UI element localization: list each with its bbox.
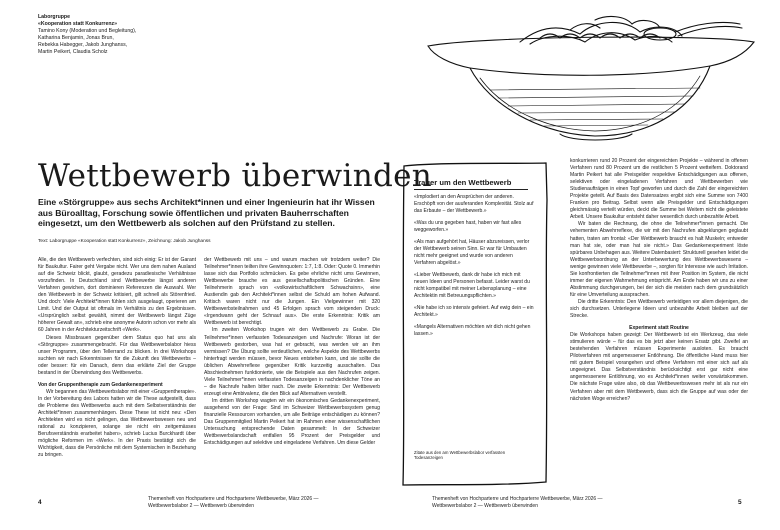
- sidebar-title: Trauer um den Wettbewerb: [414, 178, 512, 187]
- text-column-2: [204, 257, 380, 447]
- group-name: «Kooperation statt Konkurrenz»: [38, 21, 117, 28]
- paragraph: Dieses Missbrauen gegenüber dem Status quo hat uns als «Störgruppe» zusammengebracht. Für das Wettbewerbslabor hiess unser Programm, über den Tellerrand zu blicken. In drei Workshops suchten wir nach Erkenntnissen für die Zukunft des Wettbewerbs – oder besser: für ein Danach, denn das erklärte Ziel der Gruppe bestand in der Überwindung des Wettbewerbs.: [38, 334, 196, 376]
- quote: «Was du uns gegeben hast, haben wir fast alles weggeworfen.»: [414, 220, 522, 233]
- paragraph: Wir baten die Rechnung, die ohne die Teilnehmer*innen gemacht. Die vehementen Abwehrreflexe, die wir mit den Nachrufen abgeklungen geglaubt hatten, traten am frontal: «Der Wettbewerb braucht es halt Muskeln; entweder man hat sie, oder man hat sie nicht.» Das Gedankenexperiment löste spürbares Unbehagen aus. Weitere Datenbasiert: Strukturell gesehen leidet die Wettbewerbsordnung an der Unterbewertung des Wettbewerbswesens – wenige gewinnen viele Wettbewerbe –, sorgten für Interesse wie auch Irritation. Sie konfrontierten die Teilnehmer*innen mit ihrer Position im System, die nicht immer der eigenen Wahrnehmung entspricht. Am Ende haben wir uns zu einer Abstimmung durchgerungen, bei der sich die meisten nach dem grundsätzlich für eine Umverteilung aussprachen.: [570, 221, 748, 298]
- paragraph: Alle, die den Wettbewerb verfechten, sind sich einig: Er ist der Garant für Baukultur. Fairer geht Vergabe nicht. Wer uns dem nahen Ausland auf die Schweiz blickt, glaubt, geradezu paradiesische Verhältnisse vorzufinden. In Deutschland sind Wettbewerbe längst anderen Verfahren gewichen, dort dominieren Referenzen die Auswahl. Wer den Wettbewerb in der Schweiz kritisiert, gilt schnell als Störenfried. Und doch: Viele Architekt*innen fühlen sich ausgelaugt, operieren am Limit. Und der Output ist oftmals im Verhältnis zu den Ergebnissen. «Ursprünglich selbst gewählt, nimmt der Wettbewerb längst Züge höherer Gewalt an», schrieb eine anonyme Autorin schon vor mehr als 60 Jahren in der Architekturzeitschrift «Werk».: [38, 257, 196, 334]
- sidebar-footnote: Zitate aus den am Wettbewerbslabor verfassten Todesanzeigen: [414, 450, 506, 461]
- paragraph: Die dritte Erkenntnis: Den Wettbewerb verteidigen vor allem diejenigen, die sich durchsetzen. Unterlegene Ideen und unbezahlte Arbeit bleiben auf der Strecke.: [570, 298, 748, 320]
- footer-left: [148, 496, 348, 510]
- article-byline: Text: Laborgruppe «Kooperation statt Konkurrenz», Zeichnung: Jakob Junghanss: [38, 239, 211, 244]
- quote: «Als man aufgehört hat, Häuser abzureissen, verlor der Wettbewerb seinen Sinn. Er war für Umbauten nicht mehr geeignet und wurde von anderen Verfahren abgelöst.»: [414, 239, 530, 266]
- member-line: Rebekka Habegger, Jakob Junghanss,: [38, 42, 128, 49]
- member-line: Martin Peikert, Claudia Scholz: [38, 49, 108, 56]
- paragraph: der Wettbewerb mit uns – und warum machen wir trotzdem weiter? Die Teilnehmer*innen teilten ihre Gewinnquoten: 1:7, 1:8. Oder: Quote 0. Immerhin lasse sich das Portfolio schmücken. Es gebe ehrliche nicht ums Gewinnen, Wettbewerbe brauche es aus gesellschaftspolitischen Gründen. Eine Teilnehmerin sprach von «volkswirtschaftlichem Schwachsinn», eine Austiendin gab den Architekt*innen selbst die Schuld am hohen Aufwand. Kritisch waren nicht nur die Jungen. Ein Vielgewinner mit 320 Wettbewerbsteilnahmen und 45 Erfolgen sprach vom steigenden Druck: «Irgendwann geht der Schnauf aus». Die erste Erkenntnis: Kritik am Wettbewerb ist berechtigt.: [204, 257, 380, 327]
- sidebar-box: [400, 160, 550, 530]
- paragraph: Die Workshops haben gezeigt: Der Wettbewerb ist ein Werkzeug, das viele stimulieren würde – für das es bis jetzt aber keinen Ersatz gibt. Zweifel an bestehenden Verfahren müssen Experimente ausloten. Es braucht Pilotverfahren mit angemessener Entlöhnung. Die öffentliche Hand muss hier mit gutem Beispiel vorangehen und offene Verfahren mit einer sich auf als ungeeignet. Das Selbstverständnis berücksichtigt erst gar nicht eine angemessenere Entlöhnung, wo es Architekt*innen weiter vorwärtskommen. Die nächste Frage wäre also, ob das Wettbewerbswesen mehr ist als nur ein Verfahren aber mit dem Wettbewerb, dass sich die Gruppe auf was oder der nächsten Woge erreichen?: [570, 332, 748, 402]
- page-number-left: 4: [38, 499, 42, 506]
- member-line: Tamino Kony (Moderation und Begleitung),: [38, 28, 137, 35]
- bowl-illustration: [420, 6, 760, 156]
- sidebar-rule: [414, 189, 528, 190]
- group-label: Laborgruppe: [38, 14, 70, 20]
- subheading: Experiment statt Routine: [629, 325, 689, 332]
- bowl-drawing-icon: [420, 6, 760, 156]
- footer-line: Themenheft von Hochparterre und Hochparterre Wettbewerbe, März 2026 —: [148, 496, 319, 502]
- footer-line: Wettbewerbslabor 2 — Wettbewerb überwinden: [148, 503, 254, 509]
- text-column-3: [570, 158, 748, 403]
- paragraph: Im zweiten Workshop trugen wir den Wettbewerb zu Grabe. Die Teilnehmer*innen verfassten Todesanzeigen und Nachrufe: Woran ist der Wettbewerb gestorben, was hat er gebracht, was werden wir an ihm vermissen? Die Übung sollte verdeutlichen, welche Aspekte des Wettbewerbs hinterfragt werden müssen, bevor Neues entstehen kann, und sie sollte die üblichen Abwehrreflexe gegenüber Kritik kurzzeitig ausschalten. Das Abschiednehmen funktionierte, wie die Beispiele aus den Nachrufen zeigen. Viele Teilnehmer*innen verfassten Todesanzeigen in nachdenklicher Töne an – die Nachrufe halten bitter nach. Die zweite Erkenntnis: Der Wettbewerb erzeugt eine Ambivalenz, die den Blick auf Alternativen verstellt.: [204, 327, 380, 397]
- footer-right: [432, 496, 632, 510]
- member-line: Katharina Benjamin, Jonas Brun,: [38, 35, 114, 42]
- footer-line: Wettbewerbslabor 2 — Wettbewerb überwinden: [432, 503, 538, 509]
- quote: «Mangels Alternativen möchten wir dich nicht gehen lassen.»: [414, 324, 531, 337]
- paragraph: Wir begannen das Wettbewerbslabor mit einer «Gruppentherapie». In der Vorbereitung des Labors hatten wir die These aufgestellt, dass die Probleme des Wettbewerbs auch mit dem Selbstverständnis der Architekt*innen zusammenhängen. Diese These ist nicht neu: «Den Architekten wird es nicht gelingen, das Wettbewerbswesen neu und rational zu konzipieren, solange sie nicht ein zeitgemässes Berufsverständnis erarbeitet haben», schrieb Lucius Burckhardt über mögliche Reformen im «Werk». In der Praxis bestätigt sich die Wichtigkeit, dass die Persönliche mit dem Systemischen in Beziehung zu bringen.: [38, 388, 196, 459]
- page-number-right: 5: [738, 499, 742, 506]
- footer-line: Themenheft von Hochparterre und Hochparterre Wettbewerbe, März 2026 —: [432, 496, 603, 502]
- text-column-1: [38, 257, 196, 459]
- credits-block: [38, 14, 238, 57]
- subheading: Von der Gruppentherapie zum Gedankenexperiment: [38, 381, 163, 388]
- quote: «Lieber Wettbewerb, dank dir habe ich mich mit neuen Ideen und Personen befasst. Leider warst du nicht kompatibel mit meiner Lebensplanung – eine Architektin mit Betreuungspflichten.»: [414, 272, 530, 299]
- article-title: Wettbewerb überwinden: [38, 158, 433, 194]
- paragraph: konkurrieren rund 20 Prozent der eingereichten Projekte – während in offenen Verfahren rund 80 Prozent um die restlichen 5 Prozent wetteifern. Doktorand Martin Peikert hat alle Preisgelder respektive Entschädigungen aus offenen, selektiven oder eingeladenen Verfahren und Wettbewerben wie Studienaufträgen in einen Topf geworfen und durch die Zahl der eingereichten Projekte geteilt. Auf Basis des Datensatzes ergibt sich eine Summe von 7400 Franken pro Beitrag. Selbst wenn alle Preisgelder und Entschädigungen gleichmässig verteilt würden, deckt die Summe bei Weitem nicht die geleistete Arbeit. Unsere Baukultur entsteht daher wesentlich durch unbezahlte Arbeit.: [570, 158, 748, 221]
- quote: «Nie habe ich so intensiv gefeiert. Auf ewig dein – ein Architekt.»: [414, 305, 534, 318]
- quote: «Implodiert an den Ansprüchen der anderen. Erschöpft von der auuferanden Komplexität. Stolz auf das Erbaute – der Wettbewerb.»: [414, 194, 534, 214]
- sidebar-quotes: [414, 194, 534, 343]
- paragraph: Im dritten Workshop wagten wir ein ökonomisches Gedankenexperiment, ausgehend von der Frage: Sind im Schweizer Wettbewerbssystem genug finanzielle Ressourcen vorhanden, um alle Beiträge entschädigen zu können? Das Gruppenmitglied Martin Peikert hat im Rahmen einer wissenschaftlichen Untersuchung entsprechende Daten gesammelt: In der Schweizer Wettbewerbslandschaft entfallen 95 Prozent der Preisgelder und Entschädigungen auf selektive und eingeladene Verfahren. Um diese Gelder: [204, 397, 380, 447]
- article-lead: Eine «Störgruppe» aus sechs Architekt*innen und einer Ingenieurin hat ihr Wissen aus Büroalltag, Forschung sowie öffentlichen und privaten Bauherrschaften eingesetzt, um den Wettbewerb als solchen auf den Prüfstand zu stellen.: [38, 197, 375, 229]
